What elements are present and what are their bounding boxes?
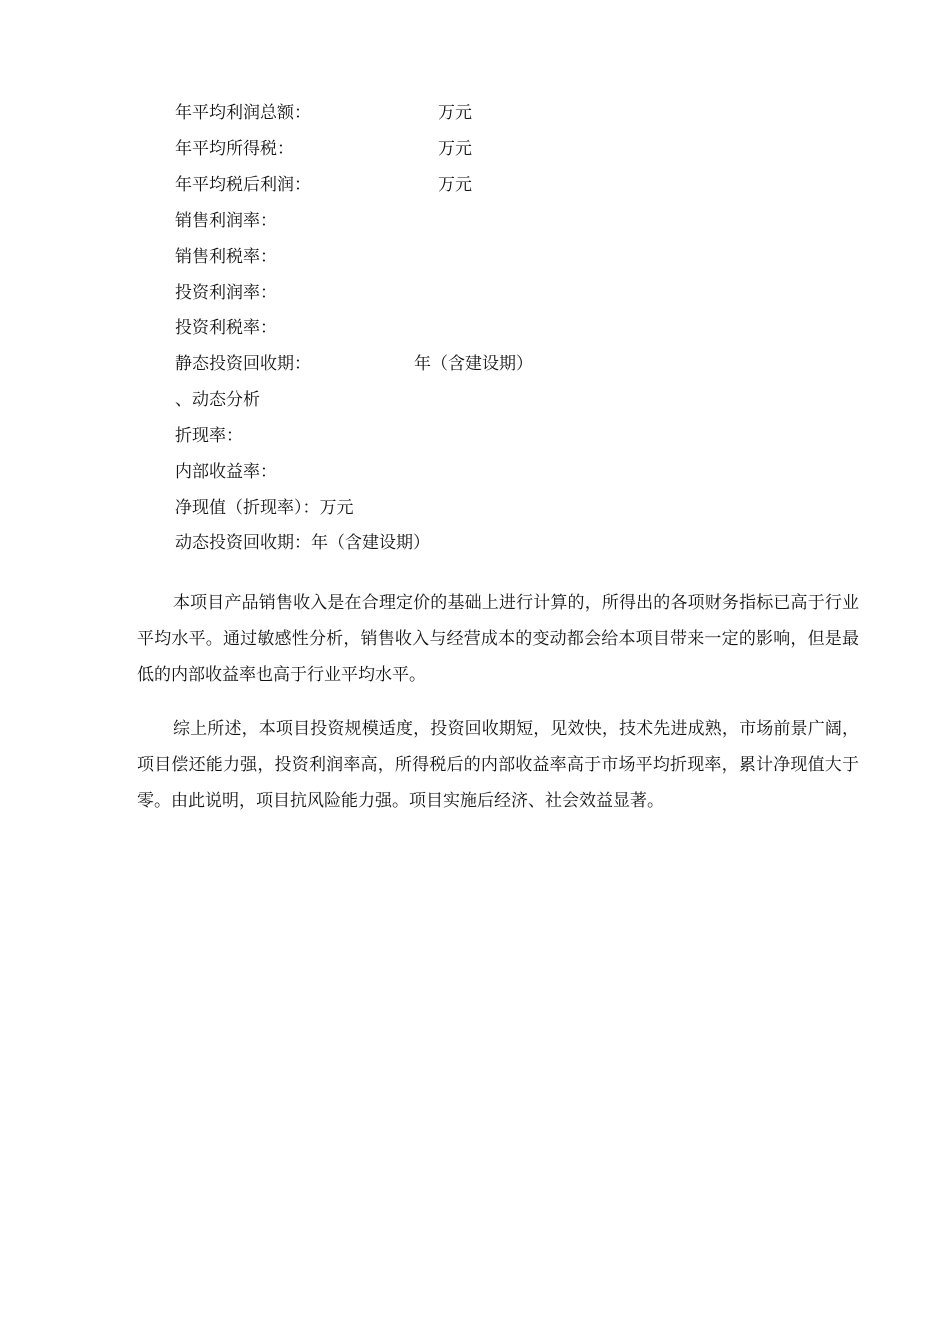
avg-after-tax-profit-unit: 万元 bbox=[438, 175, 472, 195]
summary-paragraph-1: 本项目产品销售收入是在合理定价的基础上进行计算的，所得出的各项财务指标已高于行业平均水平。通过敏感性分析，销售收入与经营成本的变动都会给本项目带来一定的影响，但是最低的内部收益率也高于行业平均水平。 bbox=[137, 593, 859, 685]
internal-rate-of-return-label: 内部收益率： bbox=[175, 462, 277, 482]
sales-profit-tax-rate-label: 销售利税率： bbox=[175, 247, 277, 267]
dynamic-analysis-heading: 、动态分析 bbox=[175, 390, 260, 410]
static-payback-unit: 年（含建设期） bbox=[414, 354, 533, 374]
avg-income-tax-label: 年平均所得税： bbox=[175, 139, 294, 159]
static-payback-label: 静态投资回收期： bbox=[175, 354, 311, 374]
investment-profit-rate-label: 投资利润率： bbox=[175, 283, 277, 303]
dynamic-payback-label: 动态投资回收期：年（含建设期） bbox=[175, 533, 430, 553]
sales-profit-rate-label: 销售利润率： bbox=[175, 211, 277, 231]
avg-after-tax-profit-label: 年平均税后利润： bbox=[175, 175, 311, 195]
summary-paragraph-2: 综上所述，本项目投资规模适度，投资回收期短，见效快，技术先进成熟，市场前景广阔，项目偿还能力强，投资利润率高，所得税后的内部收益率高于市场平均折现率，累计净现值大于零。由此说明，项目抗风险能力强。项目实施后经济、社会效益显著。 bbox=[137, 719, 859, 811]
net-present-value-label: 净现值（折现率）：万元 bbox=[175, 498, 354, 518]
investment-profit-tax-rate-label: 投资利税率： bbox=[175, 318, 277, 338]
avg-total-profit-label: 年平均利润总额： bbox=[175, 103, 311, 123]
discount-rate-label: 折现率： bbox=[175, 426, 243, 446]
avg-income-tax-unit: 万元 bbox=[438, 139, 472, 159]
avg-total-profit-unit: 万元 bbox=[438, 103, 472, 123]
